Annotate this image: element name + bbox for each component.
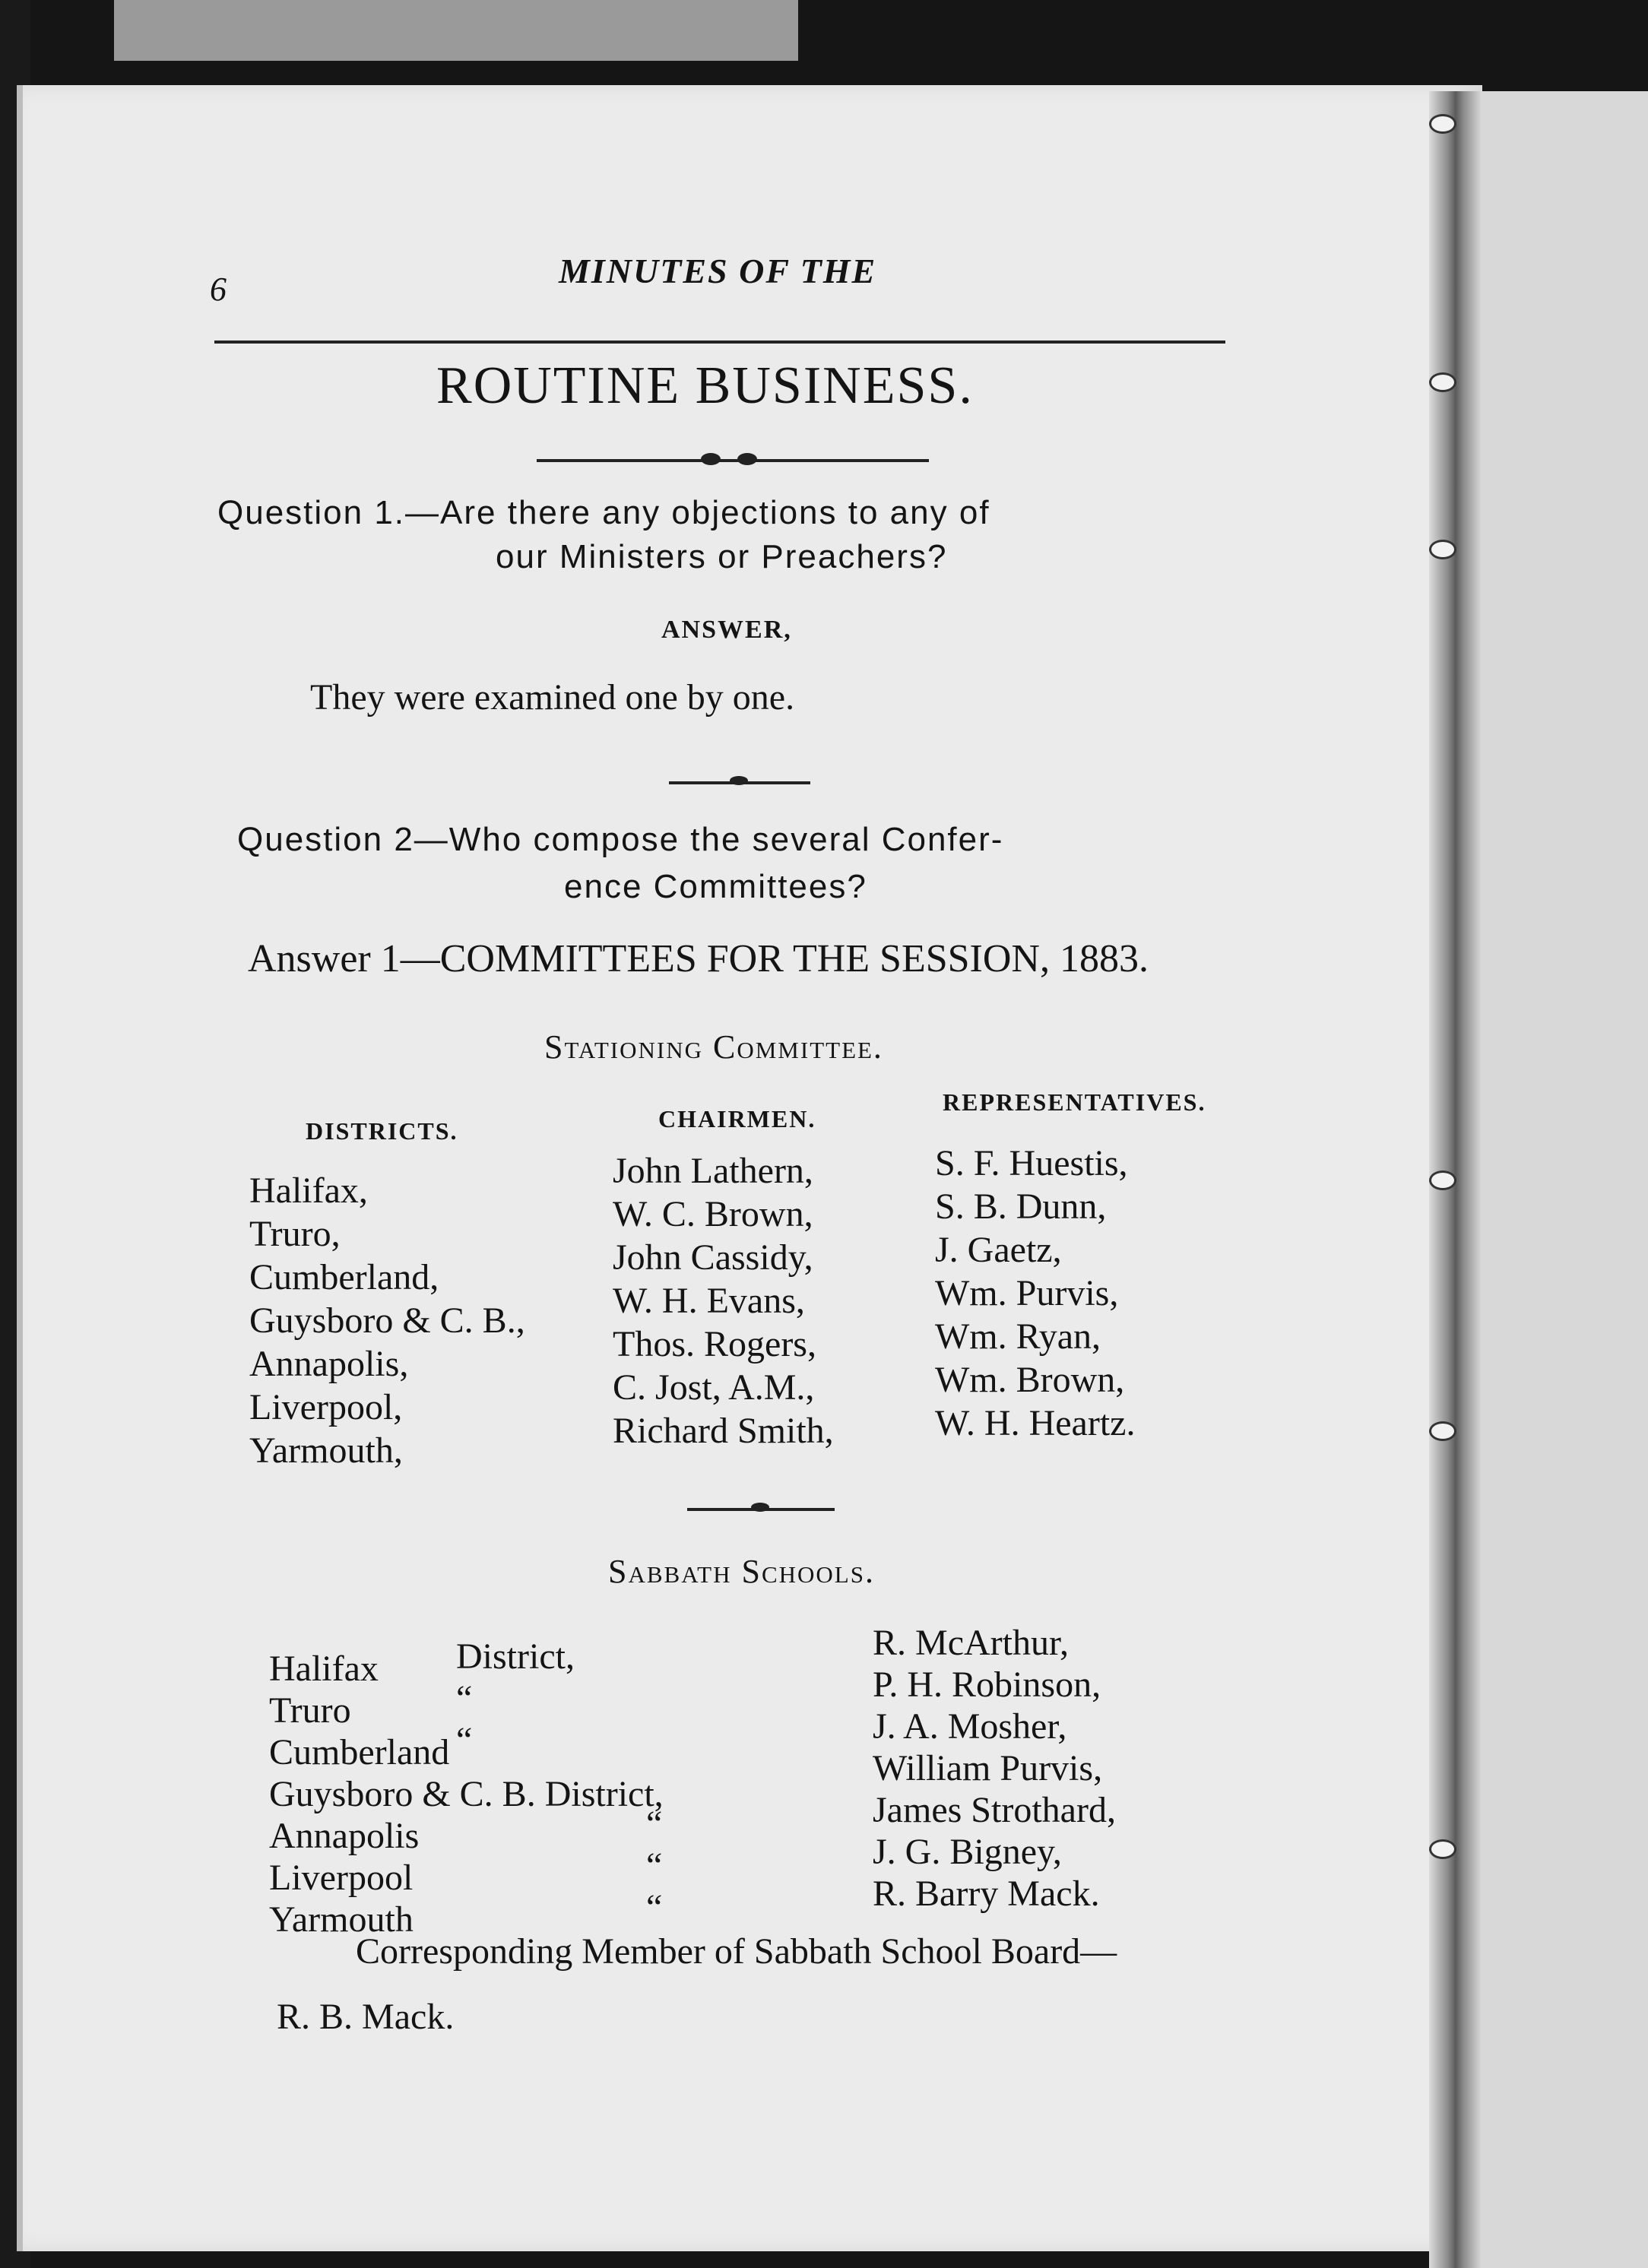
representatives-column-header: REPRESENTATIVES. (943, 1088, 1206, 1116)
corresponding-member-name: R. B. Mack. (277, 1997, 455, 2037)
list-item: Yarmouth (269, 1899, 414, 1940)
binding-hole (1429, 372, 1456, 392)
binding-hole (1429, 114, 1456, 134)
list-item: Cumberland (269, 1732, 450, 1772)
list-item: Wm. Purvis, (935, 1273, 1119, 1313)
answer-heading: ANSWER, (661, 616, 792, 644)
sabbath-members-column (873, 1622, 1116, 1915)
chairmen-column-header: CHAIRMEN. (658, 1105, 816, 1132)
list-item: “ (646, 1845, 663, 1886)
corresponding-member-line: Corresponding Member of Sabbath School Board— (356, 1931, 1117, 1972)
list-item: W. H. Heartz. (935, 1403, 1136, 1443)
list-item: James Strothard, (873, 1790, 1116, 1830)
list-item: Halifax, (249, 1170, 368, 1211)
list-item: District, (456, 1636, 575, 1677)
sabbath-schools-heading: Sabbath Schools. (608, 1553, 875, 1590)
list-item: R. McArthur, (873, 1623, 1070, 1663)
binding-hole (1429, 1839, 1456, 1859)
answer-1-heading: Answer 1—COMMITTEES FOR THE SESSION, 1883. (248, 937, 1149, 980)
list-item (456, 1761, 662, 1803)
list-item: J. G. Bigney, (873, 1832, 1062, 1872)
binding-hole (1429, 1170, 1456, 1190)
list-item: John Cassidy, (613, 1237, 813, 1278)
question-1-line-1: Question 1.—Are there any objections to any of (217, 494, 990, 531)
ornament-dot (737, 453, 757, 465)
binding-hole (1429, 540, 1456, 559)
list-item: S. B. Dunn, (935, 1186, 1107, 1227)
list-item: Truro (269, 1690, 351, 1731)
list-item: “ (646, 1804, 663, 1844)
question-2-line-2: ence Committees? (564, 868, 867, 905)
list-item: Cumberland, (249, 1257, 439, 1297)
question-1-line-2: our Ministers or Preachers? (496, 538, 948, 575)
list-item: “ (646, 1887, 663, 1927)
background-top (114, 0, 798, 61)
list-item: John Lathern, (613, 1151, 813, 1191)
list-item: C. Jost, A.M., (613, 1367, 815, 1408)
list-item: J. Gaetz, (935, 1230, 1062, 1270)
list-item: Richard Smith, (613, 1411, 834, 1451)
page-number: 6 (210, 271, 227, 308)
list-item: “ (456, 1678, 473, 1718)
list-item: Truro, (249, 1214, 341, 1254)
chairmen-column (613, 1149, 834, 1452)
districts-column-header: DISTRICTS. (306, 1117, 458, 1145)
question-1-answer: They were examined one by one. (310, 677, 795, 717)
list-item: “ (456, 1720, 473, 1760)
list-item: Liverpool, (249, 1387, 403, 1427)
list-item: William Purvis, (873, 1748, 1103, 1788)
list-item: Thos. Rogers, (613, 1324, 816, 1364)
list-item: Annapolis (269, 1816, 420, 1856)
list-item: Wm. Brown, (935, 1360, 1125, 1400)
list-item: Guysboro & C. B. District, (269, 1774, 664, 1814)
list-item: W. C. Brown, (613, 1194, 813, 1234)
ornament-dot (730, 776, 748, 785)
list-item: J. A. Mosher, (873, 1706, 1067, 1747)
header-rule (214, 341, 1225, 344)
question-2-line-1: Question 2—Who compose the several Confer- (237, 821, 1004, 858)
ornament-rule (537, 459, 929, 462)
list-item: Yarmouth, (249, 1430, 403, 1471)
list-item: P. H. Robinson, (873, 1665, 1101, 1705)
page-right-margin (1475, 91, 1648, 2268)
list-item: Guysboro & C. B., (249, 1300, 525, 1341)
list-item: Annapolis, (249, 1344, 409, 1384)
ornament-dot (701, 453, 721, 465)
running-head: MINUTES OF THE (559, 252, 877, 290)
page-title: ROUTINE BUSINESS. (436, 356, 974, 415)
list-item: Liverpool (269, 1858, 414, 1898)
districts-column (249, 1169, 525, 1472)
list-item: Wm. Ryan, (935, 1316, 1101, 1357)
binding-hole (1429, 1421, 1456, 1441)
sabbath-district-marks (456, 1636, 662, 1928)
representatives-column (935, 1142, 1135, 1445)
list-item: S. F. Huestis, (935, 1143, 1128, 1183)
list-item: R. Barry Mack. (873, 1874, 1100, 1914)
list-item: W. H. Evans, (613, 1281, 805, 1321)
ornament-dot (751, 1503, 769, 1512)
list-item: Halifax (269, 1649, 379, 1689)
stationing-committee-heading: Stationing Committee. (544, 1028, 883, 1066)
